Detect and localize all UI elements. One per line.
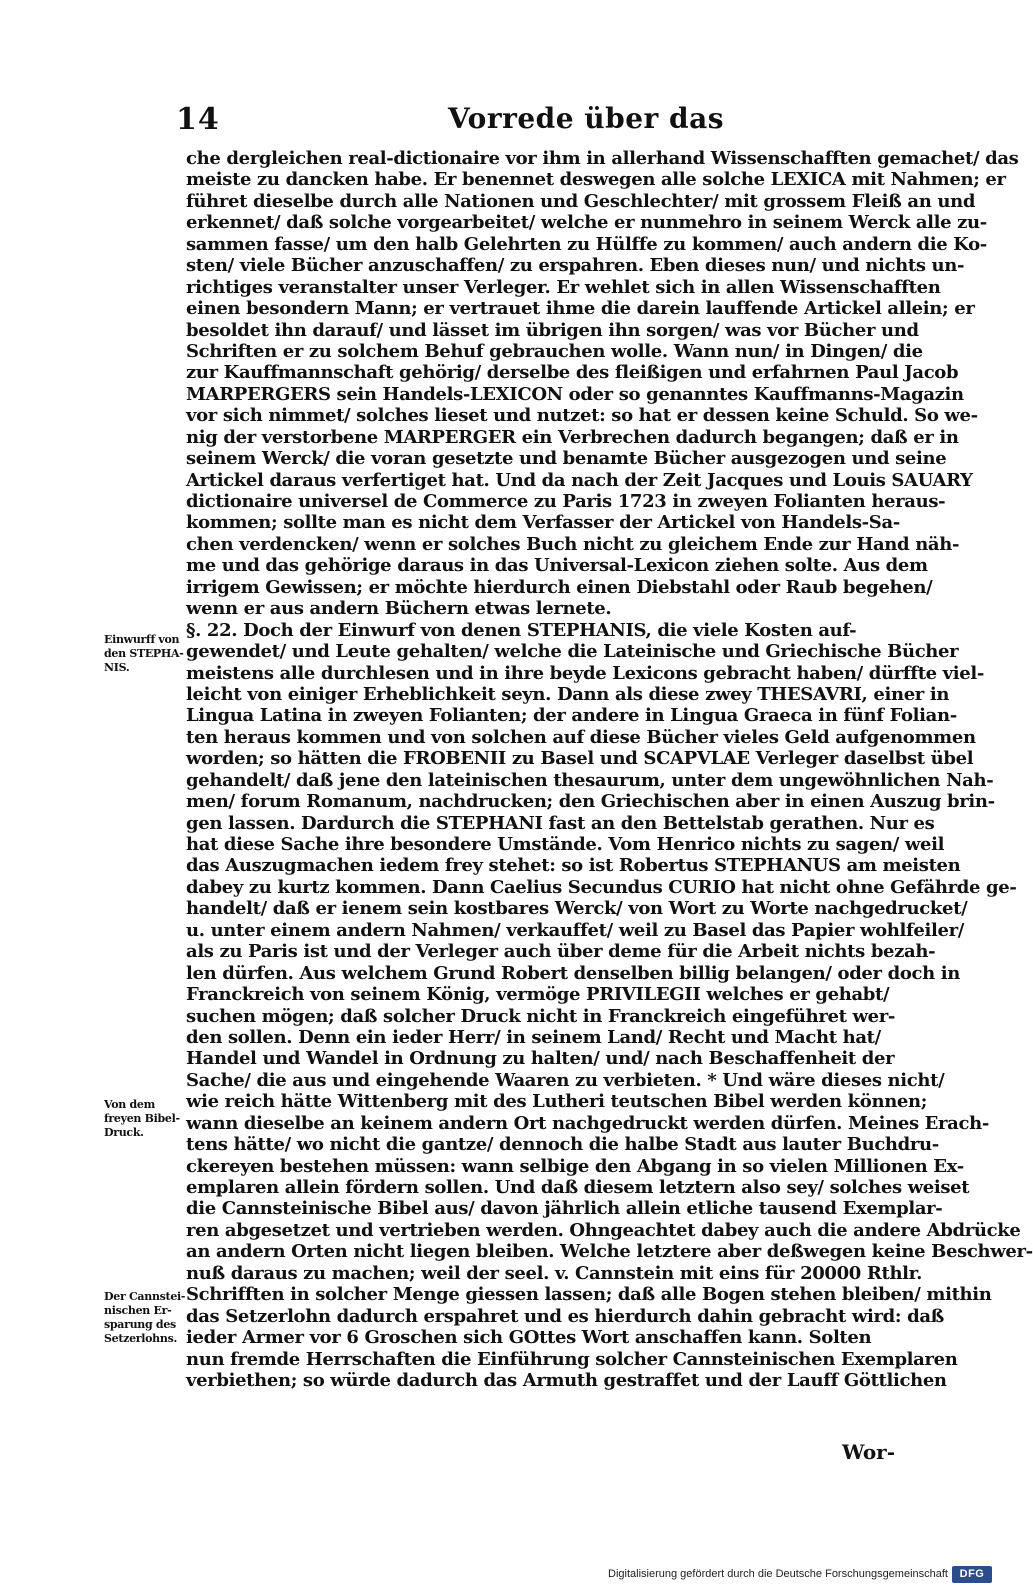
margin-note-line: NIS. (104, 661, 130, 674)
text-line: u. unter einem andern Nahmen/ verkauffet/ weil zu Basel das Papier wohlfeiler/ (186, 919, 964, 941)
text-line: gehandelt/ daß jene den lateinischen thesaurum, unter dem ungewöhnlichen Nah- (186, 769, 994, 791)
page-number: 14 (176, 102, 220, 137)
text-line: sten/ viele Bücher anzuschaffen/ zu erspahren. Eben dieses nun/ und nichts un- (186, 255, 965, 277)
margin-note-bibel-druck (104, 1098, 182, 1140)
text-line: men/ forum Romanum, nachdrucken; den Griechischen aber in einen Auszug brin- (186, 791, 995, 813)
text-line: das Setzerlohn dadurch erspahret und es hierdurch dahin gebracht wird: daß (186, 1305, 944, 1327)
text-line: vor sich nimmet/ solches lieset und nutzet: so hat er dessen keine Schuld. So we- (186, 405, 978, 427)
text-line: chen verdencken/ wenn er solches Buch nicht zu gleichem Ende zur Hand näh- (186, 533, 960, 555)
text-line: Schriften er zu solchem Behuf gebrauchen wolle. Wann nun/ in Dingen/ die (186, 340, 923, 362)
text-line: Franckreich von seinem König, vermöge PRIVILEGII welches er gehabt/ (186, 984, 890, 1006)
text-line: kommen; sollte man es nicht dem Verfasser der Artickel von Handels-Sa- (186, 512, 900, 534)
footer-credit-text: Digitalisierung gefördert durch die Deutsche Forschungsgemeinschaft (608, 1568, 948, 1580)
text-line: suchen mögen; daß solcher Druck nicht in Franckreich eingeführet wer- (186, 1005, 896, 1027)
text-line: ten heraus kommen und von solchen auf diese Bücher vieles Geld aufgenommen (186, 726, 976, 748)
text-line: len dürfen. Aus welchem Grund Robert denselben billig belangen/ oder doch in (186, 962, 960, 984)
margin-note-line: freyen Bibel- (104, 1112, 180, 1125)
text-line: führet dieselbe durch alle Nationen und Geschlechter/ mit grossem Fleiß an und (186, 190, 976, 212)
text-line: die Cannsteinische Bibel aus/ davon jährlich allein etliche tausend Exemplar- (186, 1198, 943, 1220)
margin-note-line: Einwurff von (104, 633, 180, 646)
catchword: Wor- (842, 1440, 896, 1464)
text-line: den sollen. Denn ein ieder Herr/ in seinem Land/ Recht und Macht hat/ (186, 1026, 881, 1048)
text-line: erkennet/ daß solche vorgearbeitet/ welche er nunmehro in seinem Werck alle zu- (186, 212, 987, 234)
text-line: Lingua Latina in zweyen Folianten; der andere in Lingua Graeca in fünf Folian- (186, 705, 957, 727)
text-line: leicht von einiger Erheblichkeit seyn. Dann als diese zwey THESAVRI, einer in (186, 683, 950, 705)
margin-note-line: Von dem (104, 1098, 155, 1111)
text-line: che dergleichen real-dictionaire vor ihm in allerhand Wissenschafften gemachet/ das (186, 148, 1019, 169)
text-line: emplaren allein fördern sollen. Und daß diesem letztern also sey/ solches weiset (186, 1177, 970, 1198)
text-line: wenn er aus andern Büchern etwas lernete. (186, 598, 612, 620)
text-line: me und das gehörige daraus in das Universal-Lexicon ziehen solte. Aus dem (186, 555, 928, 577)
text-line: zur Kauffmannschaft gehörig/ derselbe des fleißigen und erfahrnen Paul Jacob (186, 362, 959, 384)
text-line: nig der verstorbene MARPERGER ein Verbrechen dadurch begangen; daß er in (186, 426, 959, 448)
text-line: Schrifften in solcher Menge giessen lassen; daß alle Bogen stehen bleiben/ mithin (186, 1284, 992, 1306)
text-line: irrigem Gewissen; er möchte hierdurch einen Diebstahl oder Raub begehen/ (186, 576, 933, 598)
text-line: einen besondern Mann; er vertrauet ihme die darein lauffende Artickel allein; er (186, 298, 975, 320)
margin-note-line: sparung des (104, 1318, 176, 1331)
text-line: dabey zu kurtz kommen. Dann Caelius Secundus CURIO hat nicht ohne Gefährde ge- (186, 876, 1017, 898)
margin-note-cannstein (104, 1290, 186, 1346)
text-line: MARPERGERS sein Handels-LEXICON oder so genanntes Kauffmanns-Magazin (186, 383, 964, 405)
text-line: hat diese Sache ihre besondere Umstände. Vom Henrico nichts zu sagen/ weil (186, 834, 945, 855)
margin-note-line: Der Cannstei- (104, 1290, 186, 1303)
digitization-footer (0, 1566, 1000, 1590)
page-header (0, 102, 1000, 142)
margin-note-line: Setzerlohns. (104, 1332, 177, 1345)
text-line: tens hätte/ wo nicht die gantze/ dennoch die halbe Stadt aus lauter Buchdru- (186, 1134, 939, 1156)
text-line: Handel und Wandel in Ordnung zu halten/ und/ nach Beschaffenheit der (186, 1048, 895, 1070)
text-line: richtiges veranstalter unser Verleger. Er wehlet sich in allen Wissenschafften (186, 276, 941, 298)
text-line: meistens alle durchlesen und in ihre beyde Lexicons gebracht haben/ dürffte viel- (186, 662, 984, 684)
text-line: handelt/ daß er ienem sein kostbares Werck/ von Wort zu Worte nachgedrucket/ (186, 898, 968, 920)
text-line: das Auszugmachen iedem frey stehet: so ist Robertus STEPHANUS am meisten (186, 855, 961, 877)
body-text (186, 148, 1033, 1391)
text-line: seinem Werck/ die voran gesetzte und benamte Bücher ausgezogen und seine (186, 448, 947, 470)
text-line: dictionaire universel de Commerce zu Paris 1723 in zweyen Folianten heraus- (186, 491, 946, 512)
text-line: wann dieselbe an keinem andern Ort nachgedruckt werden dürfen. Meines Erach- (186, 1112, 989, 1134)
text-line: sammen fasse/ um den halb Gelehrten zu Hülffe zu kommen/ auch andern die Ko- (186, 233, 987, 255)
margin-note-einwurf (104, 633, 182, 675)
text-line: Artickel daraus verfertiget hat. Und da nach der Zeit Jacques und Louis SAUARY (186, 469, 973, 491)
text-line: ieder Armer vor 6 Groschen sich GOttes Wort anschaffen kann. Solten (186, 1327, 872, 1349)
text-line: nuß daraus zu machen; weil der seel. v. Cannstein mit eins für 20000 Rthlr. (186, 1262, 923, 1284)
text-line: §. 22. Doch der Einwurf von denen STEPHANIS, die viele Kosten auf- (186, 619, 857, 641)
margin-note-line: nischen Er- (104, 1304, 172, 1317)
text-line: verbiethen; so würde dadurch das Armuth gestraffet und der Lauff Göttlichen (186, 1369, 947, 1391)
text-line: an andern Orten nicht liegen bleiben. Welche letztere aber deßwegen keine Beschwer- (186, 1241, 1033, 1263)
running-head: Vorrede über das (448, 102, 725, 135)
text-line: worden; so hätten die FROBENII zu Basel und SCAPVLAE Verleger daselbst übel (186, 748, 974, 770)
text-line: nun fremde Herrschaften die Einführung solcher Cannsteinischen Exemplaren (186, 1348, 958, 1370)
text-line: ren abgesetzet und vertrieben werden. Ohngeachtet dabey auch die andere Abdrücke (186, 1219, 1021, 1241)
text-line: gewendet/ und Leute gehalten/ welche die Lateinische und Griechische Bücher (186, 641, 959, 663)
text-line: Sache/ die aus und eingehende Waaren zu verbieten. * Und wäre dieses nicht/ (186, 1069, 945, 1091)
text-line: wie reich hätte Wittenberg mit des Lutheri teutschen Bibel werden können; (186, 1091, 928, 1113)
margin-note-line: den STEPHA- (104, 647, 184, 660)
dfg-logo-icon: DFG (952, 1566, 992, 1583)
text-line: gen lassen. Dardurch die STEPHANI fast an den Bettelstab gerathen. Nur es (186, 812, 935, 834)
text-line: als zu Paris ist und der Verleger auch über deme für die Arbeit nichts bezah- (186, 941, 936, 963)
margin-note-line: Druck. (104, 1126, 144, 1139)
text-line: ckereyen bestehen müssen: wann selbige den Abgang in so vielen Millionen Ex- (186, 1155, 964, 1177)
text-line: meiste zu dancken habe. Er benennet deswegen alle solche LEXICA mit Nahmen; er (186, 169, 1006, 191)
text-line: besoldet ihn darauf/ und lässet im übrigen ihn sorgen/ was vor Bücher und (186, 319, 919, 341)
